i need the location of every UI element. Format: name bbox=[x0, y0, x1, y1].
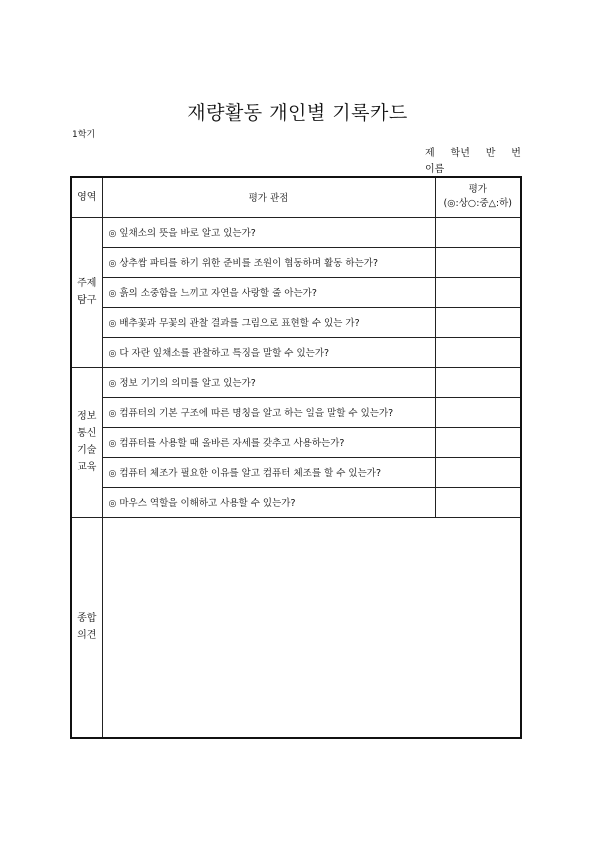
record-table bbox=[70, 176, 522, 739]
table-row bbox=[71, 277, 521, 307]
viewpoint-item bbox=[102, 247, 435, 277]
rating-cell[interactable] bbox=[435, 487, 521, 517]
rating-cell[interactable] bbox=[435, 457, 521, 487]
viewpoint-item bbox=[102, 367, 435, 397]
area-line: 기술 bbox=[77, 445, 97, 456]
viewpoint-text: 다 자란 잎채소를 관찰하고 특징을 말할 수 있는가? bbox=[119, 348, 330, 359]
grade-label: 학년 bbox=[450, 148, 470, 159]
bullet-icon: ◎ bbox=[108, 289, 117, 299]
viewpoint-item bbox=[102, 457, 435, 487]
area-cell-topic-inquiry bbox=[71, 217, 102, 367]
bullet-icon: ◎ bbox=[108, 349, 117, 359]
comment-area-cell bbox=[71, 517, 102, 738]
viewpoint-text: 마우스 역할을 이해하고 사용할 수 있는가? bbox=[119, 498, 296, 509]
bullet-icon: ◎ bbox=[108, 499, 117, 509]
class-number-line bbox=[425, 144, 521, 159]
bullet-icon: ◎ bbox=[108, 259, 117, 269]
bullet-icon: ◎ bbox=[108, 379, 117, 389]
rating-title: 평가 bbox=[468, 184, 487, 196]
page-title: 재량활동 개인별 기록카드 bbox=[187, 102, 408, 124]
comment-row bbox=[71, 517, 521, 738]
table-row bbox=[71, 217, 521, 247]
table-row bbox=[71, 487, 521, 517]
area-cell-ict-education bbox=[71, 367, 102, 517]
viewpoint-item bbox=[102, 487, 435, 517]
rating-cell[interactable] bbox=[435, 367, 521, 397]
rating-scale: (◎:상○:중△:하) bbox=[443, 198, 512, 210]
area-line: 의견 bbox=[77, 630, 97, 642]
bullet-icon: ◎ bbox=[108, 229, 117, 239]
area-header: 영역 bbox=[71, 177, 102, 217]
table-row bbox=[71, 337, 521, 367]
area-line: 교육 bbox=[77, 462, 97, 473]
table-row bbox=[71, 397, 521, 427]
viewpoint-text: 컴퓨터를 사용할 때 올바른 자세를 갖추고 사용하는가? bbox=[119, 438, 345, 449]
viewpoint-item bbox=[102, 427, 435, 457]
rating-cell[interactable] bbox=[435, 307, 521, 337]
table-row bbox=[71, 307, 521, 337]
bullet-icon: ◎ bbox=[108, 319, 117, 329]
viewpoint-text: 정보 기기의 의미를 알고 있는가? bbox=[119, 378, 256, 389]
viewpoint-text: 흙의 소중함을 느끼고 자연을 사랑할 줄 아는가? bbox=[119, 288, 317, 299]
area-line: 탐구 bbox=[77, 295, 97, 306]
viewpoint-item bbox=[102, 277, 435, 307]
rating-cell[interactable] bbox=[435, 397, 521, 427]
grade-prefix: 제 bbox=[425, 148, 435, 159]
area-line: 통신 bbox=[77, 428, 97, 439]
area-line: 종합 bbox=[77, 613, 97, 625]
rating-cell[interactable] bbox=[435, 247, 521, 277]
name-label: 이름 bbox=[425, 164, 445, 175]
viewpoint-item bbox=[102, 307, 435, 337]
viewpoint-text: 잎채소의 뜻을 바로 알고 있는가? bbox=[119, 228, 256, 239]
rating-cell[interactable] bbox=[435, 217, 521, 247]
bullet-icon: ◎ bbox=[108, 439, 117, 449]
viewpoint-text: 상추쌈 파티를 하기 위한 준비를 조원이 협동하며 활동 하는가? bbox=[119, 258, 378, 269]
bullet-icon: ◎ bbox=[108, 409, 117, 419]
rating-cell[interactable] bbox=[435, 337, 521, 367]
area-line: 주제 bbox=[77, 278, 97, 289]
number-label: 번 bbox=[511, 148, 521, 159]
viewpoint-header: 평가 관점 bbox=[102, 177, 435, 217]
rating-cell[interactable] bbox=[435, 277, 521, 307]
table-row bbox=[71, 457, 521, 487]
header-row bbox=[71, 177, 521, 217]
table-row bbox=[71, 427, 521, 457]
viewpoint-item bbox=[102, 397, 435, 427]
viewpoint-item bbox=[102, 217, 435, 247]
viewpoint-text: 컴퓨터의 기본 구조에 따른 명칭을 알고 하는 일을 말할 수 있는가? bbox=[119, 408, 394, 419]
table-row bbox=[71, 367, 521, 397]
comment-field[interactable] bbox=[102, 517, 521, 738]
viewpoint-text: 컴퓨터 체조가 필요한 이유를 알고 컴퓨터 체조를 할 수 있는가? bbox=[119, 468, 382, 479]
semester-label: 1학기 bbox=[72, 130, 96, 140]
viewpoint-item bbox=[102, 337, 435, 367]
bullet-icon: ◎ bbox=[108, 469, 117, 479]
viewpoint-text: 배추꽃과 무꽃의 관찰 결과를 그림으로 표현할 수 있는 가? bbox=[119, 318, 360, 329]
rating-cell[interactable] bbox=[435, 427, 521, 457]
area-line: 정보 bbox=[77, 411, 97, 422]
rating-header bbox=[435, 177, 521, 217]
table-row bbox=[71, 247, 521, 277]
class-label: 반 bbox=[485, 148, 496, 159]
